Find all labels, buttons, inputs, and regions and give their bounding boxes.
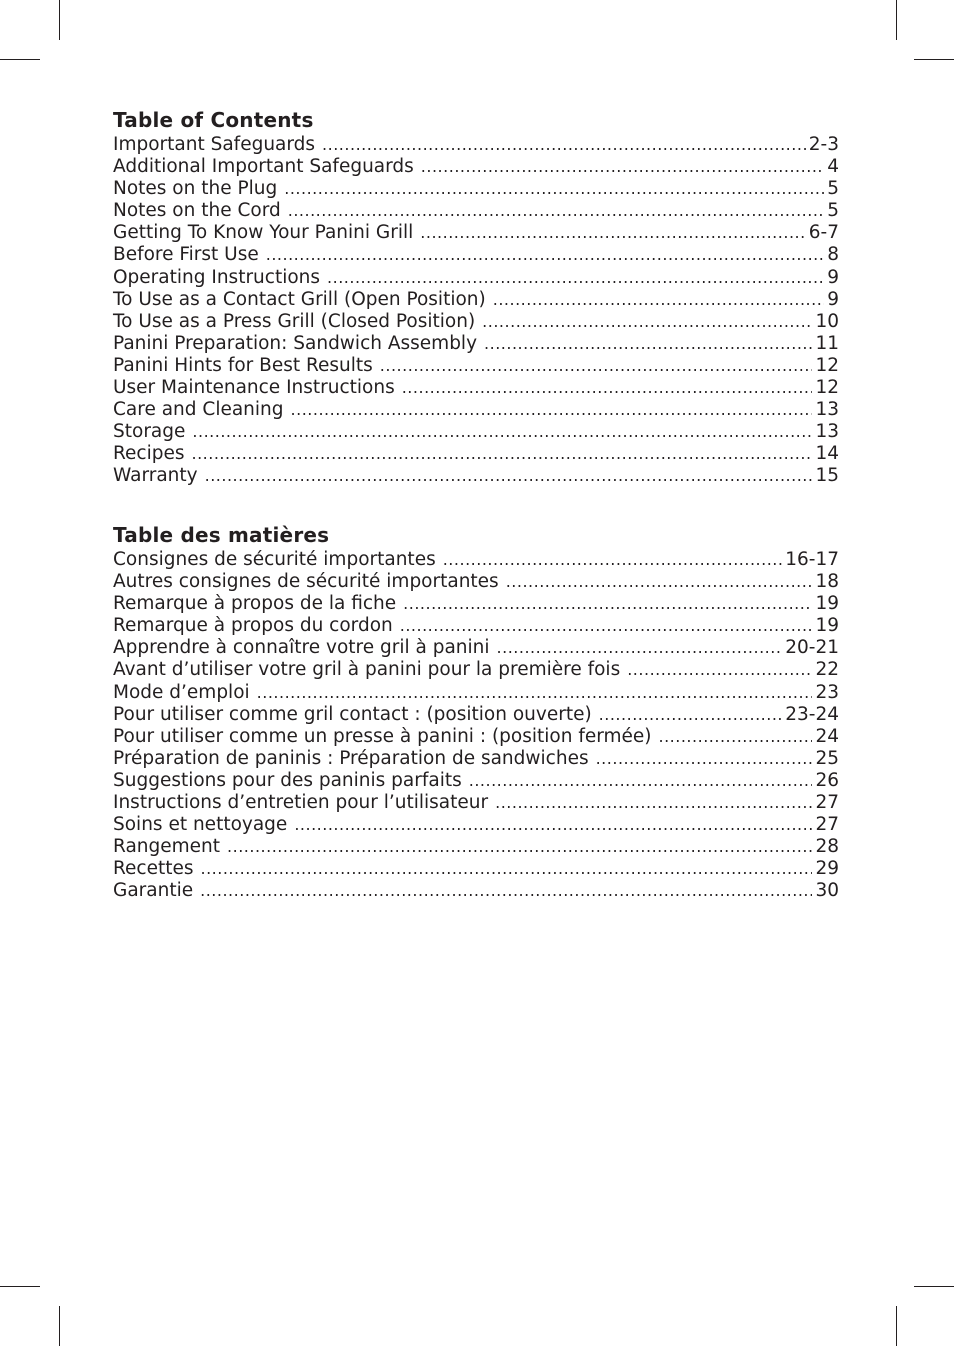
toc-entry-label: Consignes de sécurité importantes — [113, 549, 436, 570]
toc-entry-label: Rangement — [113, 836, 221, 858]
crop-mark — [896, 1306, 897, 1346]
toc-english — [113, 106, 839, 488]
dot-leader — [495, 792, 812, 814]
toc-entry — [113, 858, 839, 880]
toc-french — [113, 521, 839, 903]
dot-leader — [327, 267, 824, 289]
toc-entry-page: 23-24 — [785, 703, 839, 725]
toc-entry-label: Care and Cleaning — [113, 399, 284, 421]
toc-entry-label: Important Safeguards — [113, 134, 316, 155]
toc-heading: Table of Contents — [113, 108, 314, 132]
dot-leader — [205, 465, 813, 487]
toc-entry-page: 5 — [827, 200, 839, 222]
toc-entry-page: 12 — [815, 377, 839, 399]
dot-leader — [192, 421, 812, 443]
toc-entry-page: 11 — [815, 332, 839, 354]
toc-entry-page: 19 — [815, 593, 839, 615]
crop-mark — [59, 0, 60, 40]
toc-entry — [113, 880, 839, 902]
toc-entry-page: 10 — [815, 310, 839, 332]
toc-entry — [113, 156, 839, 178]
toc-entry-page: 18 — [815, 571, 839, 593]
toc-entry-page: 24 — [815, 725, 839, 747]
toc-entry — [113, 377, 839, 399]
toc-entry — [113, 355, 839, 377]
toc-entry-label: Suggestions pour des paninis parfaits — [113, 769, 462, 791]
toc-entry — [113, 311, 839, 333]
toc-entry-label: Remarque à propos du cordon — [113, 615, 393, 637]
dot-leader — [493, 289, 824, 311]
toc-entry — [113, 289, 839, 311]
toc-entry — [113, 814, 839, 836]
dot-leader — [506, 571, 813, 593]
toc-entry-label: To Use as a Press Grill (Closed Position) — [113, 310, 476, 332]
dot-leader — [294, 814, 812, 836]
dot-leader — [659, 726, 813, 748]
toc-entry-label: Before First Use — [113, 244, 259, 266]
toc-entry — [113, 748, 839, 770]
toc-entry — [113, 421, 839, 443]
toc-entry-label: Préparation de paninis : Préparation de sandwiches — [113, 747, 589, 769]
dot-leader — [291, 399, 813, 421]
dot-leader — [400, 615, 813, 637]
toc-entry-page: 2-3 — [808, 134, 839, 155]
dot-leader — [191, 443, 812, 465]
toc-entry-page: 27 — [815, 814, 839, 836]
toc-entry-page: 12 — [815, 354, 839, 376]
dot-leader — [421, 156, 824, 178]
dot-leader — [402, 377, 813, 399]
toc-entry-page: 19 — [815, 615, 839, 637]
dot-leader — [627, 659, 812, 681]
toc-entry-label: Instructions d’entretien pour l’utilisateur — [113, 792, 489, 814]
toc-entry-label: Warranty — [113, 465, 198, 487]
toc-entry — [113, 571, 839, 593]
toc-entry — [113, 333, 839, 355]
toc-entry-page: 5 — [827, 178, 839, 200]
toc-entry-page: 27 — [815, 792, 839, 814]
toc-entry-page: 25 — [815, 747, 839, 769]
toc-entry — [113, 726, 839, 748]
toc-entry-page: 6-7 — [808, 222, 839, 244]
toc-entry — [113, 549, 839, 571]
toc-entry — [113, 659, 839, 681]
dot-leader — [227, 836, 812, 858]
toc-entry-label: Pour utiliser comme gril contact : (position ouverte) — [113, 703, 592, 725]
toc-entry — [113, 792, 839, 814]
toc-entry-label: Autres consignes de sécurité importantes — [113, 571, 499, 593]
toc-entry-page: 20-21 — [785, 637, 839, 659]
toc-entry — [113, 200, 839, 222]
crop-mark — [914, 59, 954, 60]
toc-entry-page: 13 — [815, 399, 839, 421]
dot-leader — [257, 682, 813, 704]
toc-entry — [113, 593, 839, 615]
toc-entry-label: Mode d’emploi — [113, 681, 250, 703]
toc-entry-page: 22 — [815, 659, 839, 681]
toc-entry-page: 4 — [827, 156, 839, 178]
dot-leader — [322, 134, 806, 156]
toc-entry — [113, 178, 839, 200]
toc-entry-label: User Maintenance Instructions — [113, 377, 395, 399]
dot-leader — [201, 858, 813, 880]
toc-entry-page: 16-17 — [785, 549, 839, 570]
crop-mark — [0, 1286, 40, 1287]
toc-entry-label: Remarque à propos de la fiche — [113, 593, 397, 615]
dot-leader — [403, 593, 812, 615]
toc-entry-label: Soins et nettoyage — [113, 814, 288, 836]
toc-entry — [113, 682, 839, 704]
toc-entry — [113, 836, 839, 858]
toc-entry — [113, 770, 839, 792]
toc-entry-label: Pour utiliser comme un presse à panini : (position fermée) — [113, 725, 652, 747]
toc-entry-page: 28 — [815, 836, 839, 858]
toc-entry — [113, 637, 839, 659]
dot-leader — [284, 178, 824, 200]
dot-leader — [443, 549, 783, 571]
toc-entry-page: 15 — [815, 465, 839, 487]
dot-leader — [266, 244, 824, 266]
toc-entry — [113, 465, 839, 487]
dot-leader — [596, 748, 813, 770]
dot-leader — [497, 637, 783, 659]
crop-mark — [59, 1306, 60, 1346]
toc-entry-label: Garantie — [113, 880, 194, 902]
toc-heading: Table des matières — [113, 523, 330, 547]
dot-leader — [200, 880, 812, 902]
toc-entry-label: To Use as a Contact Grill (Open Position) — [113, 288, 486, 310]
dot-leader — [420, 222, 806, 244]
dot-leader — [484, 333, 812, 355]
toc-entry — [113, 222, 839, 244]
toc-list — [113, 549, 839, 903]
toc-entry — [113, 615, 839, 637]
toc-entry-page: 23 — [815, 681, 839, 703]
toc-entry-label: Storage — [113, 421, 186, 443]
toc-entry-label: Notes on the Plug — [113, 178, 278, 200]
toc-entry — [113, 267, 839, 289]
crop-mark — [914, 1286, 954, 1287]
toc-list — [113, 134, 839, 488]
toc-entry-page: 29 — [815, 858, 839, 880]
dot-leader — [380, 355, 813, 377]
crop-mark — [0, 59, 40, 60]
crop-mark — [896, 0, 897, 40]
dot-leader — [599, 704, 783, 726]
toc-entry-label: Recettes — [113, 858, 194, 880]
toc-entry-page: 9 — [827, 266, 839, 288]
toc-entry-page: 30 — [815, 880, 839, 902]
toc-entry-label: Apprendre à connaître votre gril à panini — [113, 637, 490, 659]
toc-entry-page: 8 — [827, 244, 839, 266]
toc-entry — [113, 704, 839, 726]
toc-entry-label: Avant d’utiliser votre gril à panini pour la première fois — [113, 659, 621, 681]
toc-entry — [113, 399, 839, 421]
toc-entry-page: 14 — [815, 443, 839, 465]
toc-entry-label: Getting To Know Your Panini Grill — [113, 222, 414, 244]
toc-entry-label: Panini Hints for Best Results — [113, 354, 373, 376]
toc-entry-label: Notes on the Cord — [113, 200, 281, 222]
toc-entry-label: Recipes — [113, 443, 185, 465]
toc-entry-page: 13 — [815, 421, 839, 443]
toc-entry-label: Panini Preparation: Sandwich Assembly — [113, 332, 478, 354]
toc-entry-label: Operating Instructions — [113, 266, 321, 288]
toc-entry-page: 9 — [827, 288, 839, 310]
toc-entry — [113, 134, 839, 156]
toc-entry — [113, 443, 839, 465]
dot-leader — [482, 311, 812, 333]
dot-leader — [469, 770, 813, 792]
dot-leader — [288, 200, 824, 222]
toc-entry — [113, 244, 839, 266]
toc-entry-page: 26 — [815, 769, 839, 791]
toc-entry-label: Additional Important Safeguards — [113, 156, 414, 178]
